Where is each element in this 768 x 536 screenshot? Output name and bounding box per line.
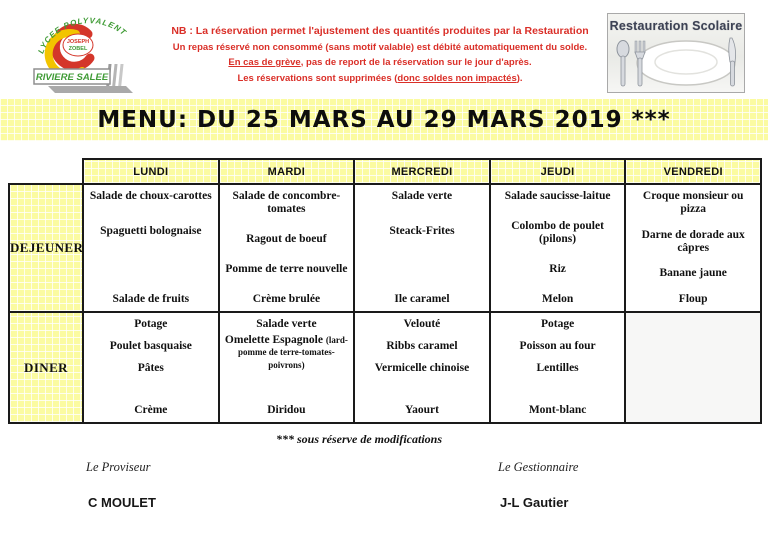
menu-cell-diner-mardi — [219, 312, 355, 423]
menu-cell-dejeuner-jeudi — [490, 184, 626, 312]
signature-title-gestionnaire: Le Gestionnaire — [498, 460, 579, 474]
menu-item: Steack-Frites — [389, 224, 455, 237]
logo-medallion — [63, 34, 93, 56]
notice-line-1: NB : La réservation permet l'ajustement des quantités produites par la Restauration — [171, 25, 589, 37]
signature-name-gestionnaire: J-L Gautier — [500, 495, 569, 510]
notice-line-4-underlined: donc soldes non impactés — [397, 72, 517, 84]
menu-cell-content — [220, 185, 354, 311]
signature-title-proviseur: Le Proviseur — [86, 460, 151, 474]
menu-cell-content — [84, 313, 218, 422]
menu-item — [223, 375, 351, 387]
logo-banner-text: RIVIERE SALEE — [35, 72, 109, 83]
menu-item: Banane jaune — [659, 267, 727, 280]
menu-cell-diner-vendredi — [625, 312, 761, 423]
day-header-mercredi: MERCREDI — [354, 159, 490, 184]
notice-line-2: Un repas réservé non consommé (sans motif valable) est débité automatiquement du solde. — [172, 41, 588, 53]
menu-item: Lentilles — [536, 361, 579, 374]
menu-item: Riz — [549, 263, 566, 276]
notice-line-4-suffix: ). — [516, 72, 523, 84]
menu-cell-dejeuner-mercredi — [354, 184, 490, 312]
menu-item — [223, 389, 351, 401]
menu-item: Croque monsieur ou pizza — [642, 190, 744, 215]
logo-shadow-bar — [48, 86, 133, 93]
menu-item: Colombo de poulet (pilons) — [511, 220, 604, 245]
menu-item: Potage — [134, 318, 168, 330]
menu-item: Crème — [134, 404, 168, 417]
notice-line-4-prefix: Les réservations sont supprimées ( — [237, 72, 398, 84]
menu-item — [87, 383, 215, 395]
menu-item: Mont-blanc — [528, 404, 587, 417]
menu-item: Spaguetti bolognaise — [100, 224, 202, 237]
title-band — [0, 99, 768, 141]
knife-icon — [729, 38, 736, 86]
page-title: MENU: DU 25 MARS AU 29 MARS 2019 *** — [97, 107, 671, 133]
logo-arc-text: LYCEE POLYVALENT — [36, 16, 129, 55]
menu-item: Poulet basquaise — [109, 339, 192, 352]
day-header-row — [9, 159, 761, 184]
menu-item: Floup — [678, 293, 708, 306]
menu-cell-content — [84, 185, 218, 311]
signature-name-proviseur: C MOULET — [88, 495, 156, 510]
menu-cell-dejeuner-mardi — [219, 184, 355, 312]
menu-item: Diridou — [267, 404, 306, 417]
menu-item: Velouté — [403, 318, 441, 330]
menu-item: Yaourt — [405, 404, 439, 417]
logo-center-line2: ZOBEL — [68, 46, 88, 52]
menu-item — [494, 383, 622, 395]
menu-cell-content — [491, 185, 625, 311]
menu-item — [358, 259, 486, 271]
day-header-lundi: LUNDI — [83, 159, 219, 184]
menu-item: Salade saucisse-laitue — [504, 190, 611, 202]
menu-cell-content — [220, 313, 354, 422]
menu-row-diner — [9, 312, 761, 423]
day-header-mardi: MARDI — [219, 159, 355, 184]
day-header-jeudi: JEUDI — [490, 159, 626, 184]
menu-table — [8, 158, 762, 424]
menu-cell-dejeuner-vendredi — [625, 184, 761, 312]
menu-item: Pâtes — [137, 361, 164, 374]
menu-item: Poisson au four — [519, 339, 596, 352]
menu-item: Omelette Espagnole (lard-pomme de terre-tomates-poivrons) — [224, 333, 348, 371]
logo-center-line1: JOSEPH — [66, 39, 90, 45]
menu-item: Salade verte — [256, 318, 317, 330]
menu-cell-diner-mercredi — [354, 312, 490, 423]
menu-item: Melon — [541, 293, 574, 306]
menu-cell-dejeuner-lundi — [83, 184, 219, 312]
menu-row-dejeuner — [9, 184, 761, 312]
notice-line-3 — [148, 55, 612, 71]
menu-item: Crème brulée — [252, 293, 321, 306]
menu-item: Pomme de terre nouvelle — [225, 263, 348, 276]
menu-item: Salade de concombre-tomates — [232, 190, 341, 215]
restauration-scolaire-logo — [607, 13, 745, 93]
school-logo — [26, 12, 144, 94]
menu-item: Potage — [540, 318, 575, 330]
menu-cell-content — [355, 313, 489, 422]
day-header-vendredi: VENDREDI — [625, 159, 761, 184]
notice-line-3-rest: , pas de report de la réservation sur le jour d'après. — [300, 57, 532, 68]
school-logo-graphic — [26, 12, 144, 94]
menu-cell-content — [491, 313, 625, 422]
table-corner-phantom — [9, 159, 83, 184]
menu-item: Salade verte — [391, 190, 453, 202]
row-label-dejeuner: DEJEUNER — [9, 184, 83, 312]
reservation-notice — [148, 24, 612, 86]
menu-cell-content — [626, 313, 760, 422]
notice-line-4 — [148, 71, 612, 87]
menu-item: Ile caramel — [394, 293, 450, 306]
menu-item: Ragout de boeuf — [246, 232, 327, 245]
spoon-icon — [617, 41, 629, 87]
menu-cell-content — [355, 185, 489, 311]
menu-item: Darne de dorade aux câpres — [641, 228, 745, 254]
menu-cell-diner-jeudi — [490, 312, 626, 423]
row-label-diner: DINER — [9, 312, 83, 423]
menu-cell-content — [626, 185, 760, 311]
footnote: *** sous réserve de modifications — [276, 432, 442, 446]
menu-item: Vermicelle chinoise — [374, 361, 470, 374]
menu-item: Ribbs caramel — [386, 339, 458, 352]
menu-item — [87, 259, 215, 271]
menu-item: Salade de choux-carottes — [89, 190, 212, 202]
menu-item — [358, 383, 486, 395]
menu-item: Salade de fruits — [112, 293, 190, 306]
menu-cell-diner-lundi — [83, 312, 219, 423]
restauration-scolaire-title: Restauration Scolaire — [609, 19, 743, 33]
notice-line-3-underlined: En cas de grève — [228, 57, 301, 68]
